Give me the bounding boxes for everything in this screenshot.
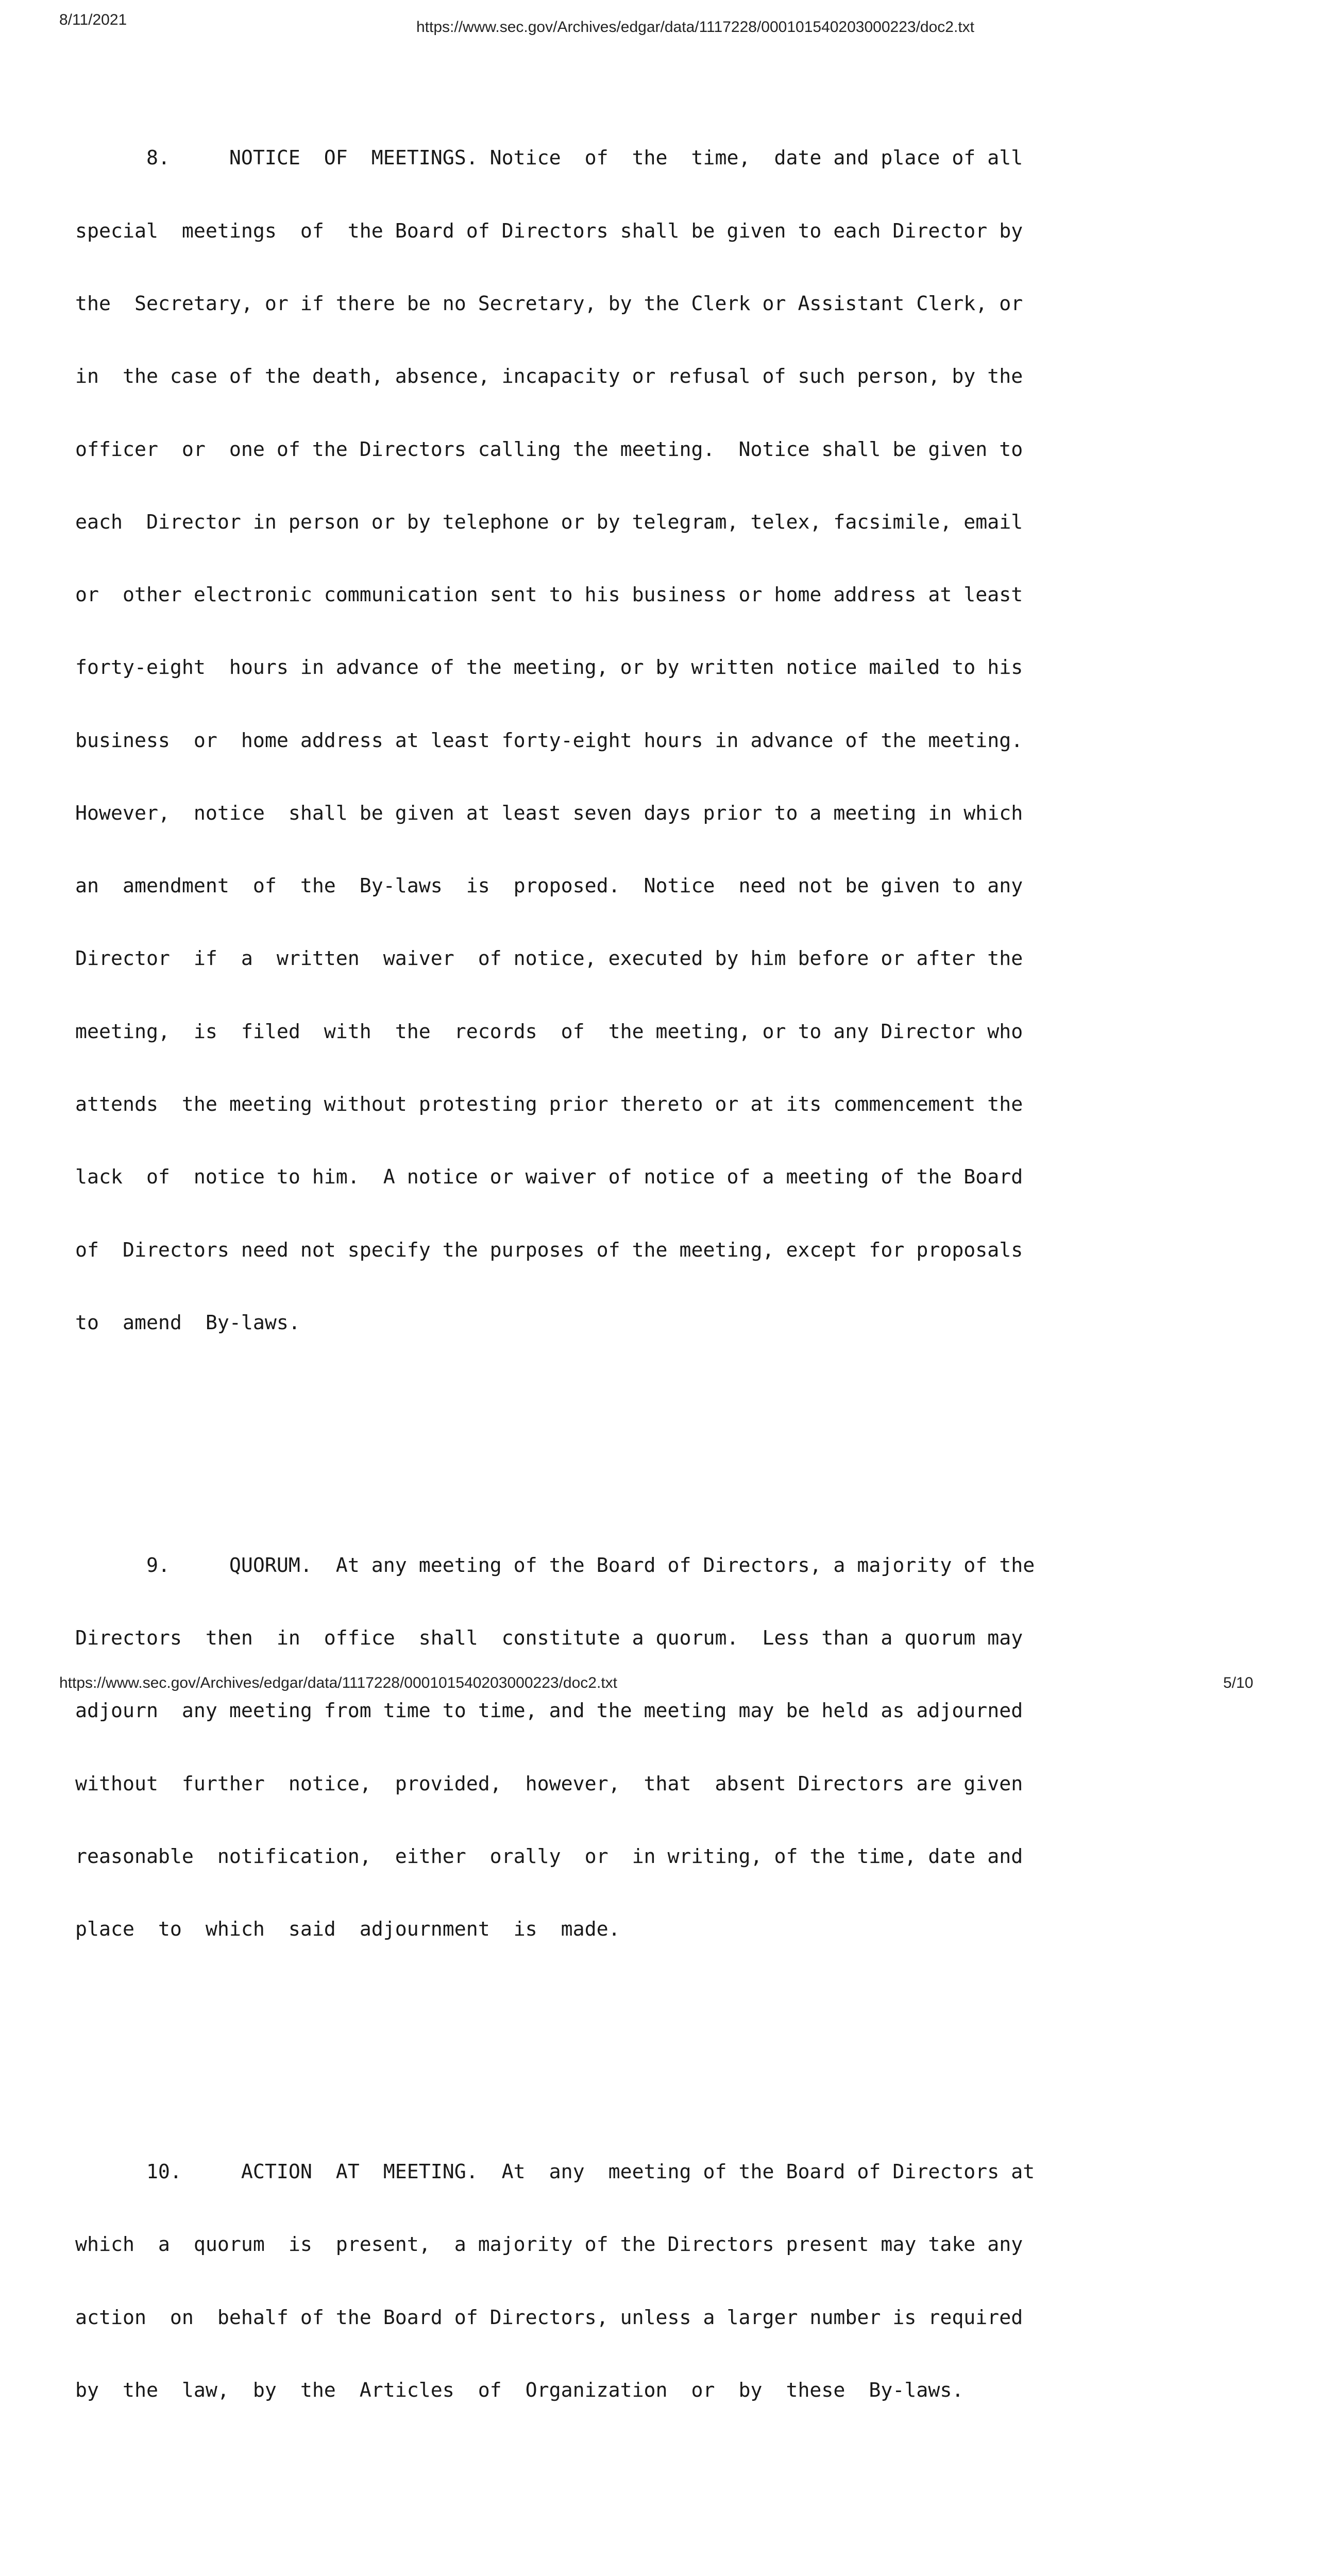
text-line: Director if a written waiver of notice, executed by him before or after the (75, 947, 1023, 971)
section-9-quorum (75, 1505, 1035, 1991)
text-line: each Director in person or by telephone or by telegram, telex, facsimile, email (75, 511, 1023, 534)
text-line: officer or one of the Directors calling the meeting. Notice shall be given to (75, 438, 1023, 461)
print-date: 8/11/2021 (59, 11, 127, 28)
text-line: lack of notice to him. A notice or waiver of notice of a meeting of the Board (75, 1166, 1023, 1189)
footer-page-count: 5/10 (1223, 1674, 1254, 1691)
text-line: action on behalf of the Board of Directors, unless a larger number is required (75, 2306, 1023, 2329)
section-10-action-at-meeting (75, 2112, 1035, 2451)
text-line: forty-eight hours in advance of the meeting, or by written notice mailed to his (75, 656, 1023, 680)
text-line: the Secretary, or if there be no Secretary, by the Clerk or Assistant Clerk, or (75, 292, 1023, 315)
text-line: or other electronic communication sent to his business or home address at least (75, 584, 1023, 607)
text-line: reasonable notification, either orally or in writing, of the time, date and (75, 1845, 1023, 1868)
text-line: 8. NOTICE OF MEETINGS. Notice of the time, date and place of all (75, 147, 1023, 170)
text-line: Directors then in office shall constitute a quorum. Less than a quorum may (75, 1627, 1023, 1650)
section-8-notice-of-meetings (75, 98, 1023, 1384)
text-line: However, notice shall be given at least seven days prior to a meeting in which (75, 802, 1023, 825)
text-line: attends the meeting without protesting prior thereto or at its commencement the (75, 1093, 1023, 1116)
text-line: by the law, by the Articles of Organization or by these By-laws. (75, 2379, 964, 2402)
text-line: which a quorum is present, a majority of the Directors present may take any (75, 2233, 1023, 2257)
text-line: business or home address at least forty-eight hours in advance of the meeting. (75, 729, 1023, 752)
text-line: in the case of the death, absence, incapacity or refusal of such person, by the (75, 365, 1023, 388)
text-line: an amendment of the By-laws is proposed. Notice need not be given to any (75, 875, 1023, 898)
section-11-action-by-consent (75, 2573, 1008, 2576)
text-line: special meetings of the Board of Directors shall be given to each Director by (75, 219, 1023, 243)
header-url: https://www.sec.gov/Archives/edgar/data/1117228/000101540203000223/doc2.txt (416, 19, 974, 36)
text-line: without further notice, provided, however, that absent Directors are given (75, 1772, 1023, 1795)
text-line: of Directors need not specify the purposes of the meeting, except for proposals (75, 1239, 1023, 1262)
text-line: 9. QUORUM. At any meeting of the Board of Directors, a majority of the (75, 1554, 1035, 1577)
text-line: to amend By-laws. (75, 1311, 300, 1334)
text-line: meeting, is filed with the records of the meeting, or to any Director who (75, 1020, 1023, 1043)
text-line: 10. ACTION AT MEETING. At any meeting of the Board of Directors at (75, 2161, 1035, 2184)
footer-url: https://www.sec.gov/Archives/edgar/data/1117228/000101540203000223/doc2.txt (59, 1674, 617, 1691)
text-line: place to which said adjournment is made. (75, 1918, 620, 1941)
document-body (75, 49, 1035, 2576)
text-line: adjourn any meeting from time to time, and the meeting may be held as adjourned (75, 1700, 1023, 1723)
